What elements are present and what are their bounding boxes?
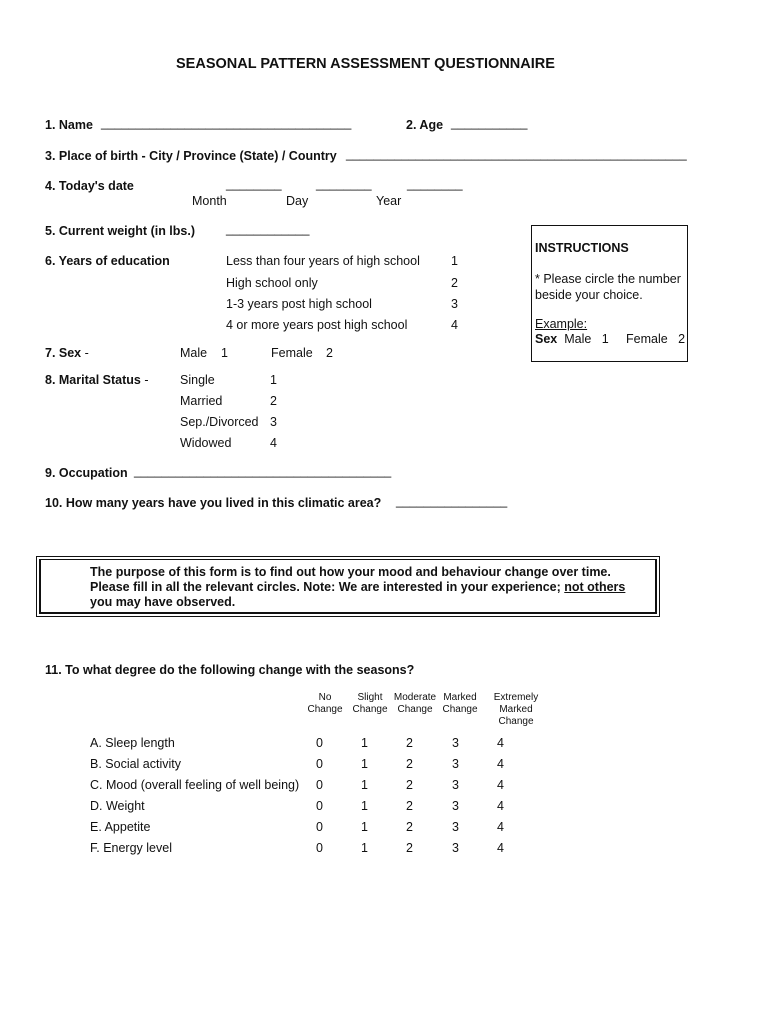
rating-2[interactable]: 2	[406, 757, 413, 771]
education-label: 6. Years of education	[45, 254, 170, 268]
rating-0[interactable]: 0	[316, 757, 323, 771]
sex-female-code[interactable]: 2	[326, 346, 333, 360]
rating-3[interactable]: 3	[452, 778, 459, 792]
rating-3[interactable]: 3	[452, 841, 459, 855]
marital-option: Married	[180, 394, 223, 408]
marital-code[interactable]: 3	[270, 415, 277, 429]
month-field[interactable]: ________	[226, 177, 282, 191]
row-label: C. Mood (overall feeling of well being)	[90, 778, 300, 792]
rating-1[interactable]: 1	[361, 799, 368, 813]
header-marked-change	[438, 692, 482, 716]
purpose-line-3: you may have observed.	[90, 595, 236, 609]
education-code[interactable]: 4	[451, 318, 458, 332]
rating-0[interactable]: 0	[316, 820, 323, 834]
purpose-box	[36, 556, 660, 617]
rating-1[interactable]: 1	[361, 757, 368, 771]
rating-0[interactable]: 0	[316, 841, 323, 855]
row-label: F. Energy level	[90, 841, 172, 855]
purpose-not-others: not others	[564, 580, 626, 594]
rating-4[interactable]: 4	[497, 820, 504, 834]
purpose-line-1: The purpose of this form is to find out how your mood and behaviour change over time.	[90, 565, 611, 579]
birthplace-field[interactable]: _________________________________________________	[346, 147, 687, 161]
rating-2[interactable]: 2	[406, 820, 413, 834]
example-label: Example:	[535, 317, 588, 331]
birthplace-label: 3. Place of birth - City / Province (State) / Country	[45, 149, 337, 163]
header-line: Change	[352, 704, 388, 715]
header-extremely-marked-change	[484, 692, 548, 728]
rating-4[interactable]: 4	[497, 757, 504, 771]
weight-field[interactable]: ____________	[226, 222, 310, 236]
purpose-line-2	[90, 580, 625, 594]
rating-2[interactable]: 2	[406, 778, 413, 792]
education-option: High school only	[226, 276, 318, 290]
header-line: No	[318, 692, 332, 703]
instructions-text: * Please circle the number beside your choice.	[535, 272, 681, 302]
sex-male-label: Male	[180, 346, 208, 360]
rating-1[interactable]: 1	[361, 820, 368, 834]
occupation-label: 9. Occupation	[45, 466, 128, 480]
marital-option: Sep./Divorced	[180, 415, 259, 429]
marital-option: Single	[180, 373, 215, 387]
age-field[interactable]: ___________	[451, 116, 528, 130]
purpose-line-2-text: Please fill in all the relevant circles. Note: We are interested in your experience;	[90, 580, 565, 594]
year-field[interactable]: ________	[407, 177, 463, 191]
rating-4[interactable]: 4	[497, 841, 504, 855]
header-line: Marked	[443, 692, 477, 703]
rating-3[interactable]: 3	[452, 820, 459, 834]
rating-4[interactable]: 4	[497, 799, 504, 813]
climate-years-field[interactable]: ________________	[396, 494, 508, 508]
year-caption: Year	[376, 194, 402, 208]
marital-option: Widowed	[180, 436, 232, 450]
rating-3[interactable]: 3	[452, 736, 459, 750]
day-caption: Day	[286, 194, 309, 208]
example-line	[535, 332, 685, 346]
sex-dash: -	[81, 346, 89, 360]
education-code[interactable]: 1	[451, 254, 458, 268]
instructions-box	[531, 225, 688, 362]
education-option: Less than four years of high school	[226, 254, 420, 268]
education-code[interactable]: 3	[451, 297, 458, 311]
example-female-code: 2	[678, 332, 686, 346]
age-label: 2. Age	[406, 118, 444, 132]
rating-3[interactable]: 3	[452, 757, 459, 771]
row-label: B. Social activity	[90, 757, 182, 771]
rating-2[interactable]: 2	[406, 841, 413, 855]
header-slight-change	[348, 692, 392, 716]
education-code[interactable]: 2	[451, 276, 458, 290]
rating-0[interactable]: 0	[316, 799, 323, 813]
example-male: Male	[564, 332, 592, 346]
marital-dash: -	[140, 373, 149, 387]
rating-1[interactable]: 1	[361, 841, 368, 855]
marital-label: 8. Marital Status	[45, 373, 141, 387]
rating-0[interactable]: 0	[316, 778, 323, 792]
education-option: 1-3 years post high school	[226, 297, 372, 311]
q11-label: 11. To what degree do the following change with the seasons?	[45, 663, 415, 677]
form-title: SEASONAL PATTERN ASSESSMENT QUESTIONNAIRE	[176, 56, 555, 72]
marital-question	[45, 373, 149, 387]
row-label: E. Appetite	[90, 820, 151, 834]
rating-2[interactable]: 2	[406, 799, 413, 813]
name-field[interactable]: ____________________________________	[101, 116, 352, 130]
rating-1[interactable]: 1	[361, 736, 368, 750]
date-label: 4. Today's date	[45, 179, 134, 193]
row-label: A. Sleep length	[90, 736, 175, 750]
header-no-change	[302, 692, 348, 716]
header-line: Extremely	[493, 692, 539, 703]
marital-code[interactable]: 1	[270, 373, 277, 387]
instructions-heading: INSTRUCTIONS	[535, 241, 629, 255]
header-line: Marked	[499, 704, 533, 715]
header-line: Change	[307, 704, 343, 715]
example-sex: Sex	[535, 332, 558, 346]
sex-female-label: Female	[271, 346, 313, 360]
example-male-code: 1	[601, 332, 609, 346]
sex-question	[45, 346, 89, 360]
header-line: Change	[442, 704, 478, 715]
rating-3[interactable]: 3	[452, 799, 459, 813]
climate-years-label: 10. How many years have you lived in this climatic area?	[45, 496, 382, 510]
header-line: Moderate	[393, 692, 437, 703]
marital-code[interactable]: 2	[270, 394, 277, 408]
education-option: 4 or more years post high school	[226, 318, 408, 332]
weight-label: 5. Current weight (in lbs.)	[45, 224, 196, 238]
rating-2[interactable]: 2	[406, 736, 413, 750]
sex-label: 7. Sex	[45, 346, 82, 360]
rating-4[interactable]: 4	[497, 736, 504, 750]
header-line: Change	[397, 704, 433, 715]
rating-4[interactable]: 4	[497, 778, 504, 792]
occupation-field[interactable]: _____________________________________	[134, 464, 392, 478]
day-field[interactable]: ________	[316, 177, 372, 191]
header-line: Change	[498, 716, 534, 727]
rating-0[interactable]: 0	[316, 736, 323, 750]
sex-male-code[interactable]: 1	[221, 346, 228, 360]
example-female: Female	[626, 332, 668, 346]
name-label: 1. Name	[45, 118, 93, 132]
marital-code[interactable]: 4	[270, 436, 277, 450]
header-line: Slight	[357, 692, 383, 703]
rating-1[interactable]: 1	[361, 778, 368, 792]
header-moderate-change	[392, 692, 438, 716]
month-caption: Month	[192, 194, 227, 208]
row-label: D. Weight	[90, 799, 145, 813]
